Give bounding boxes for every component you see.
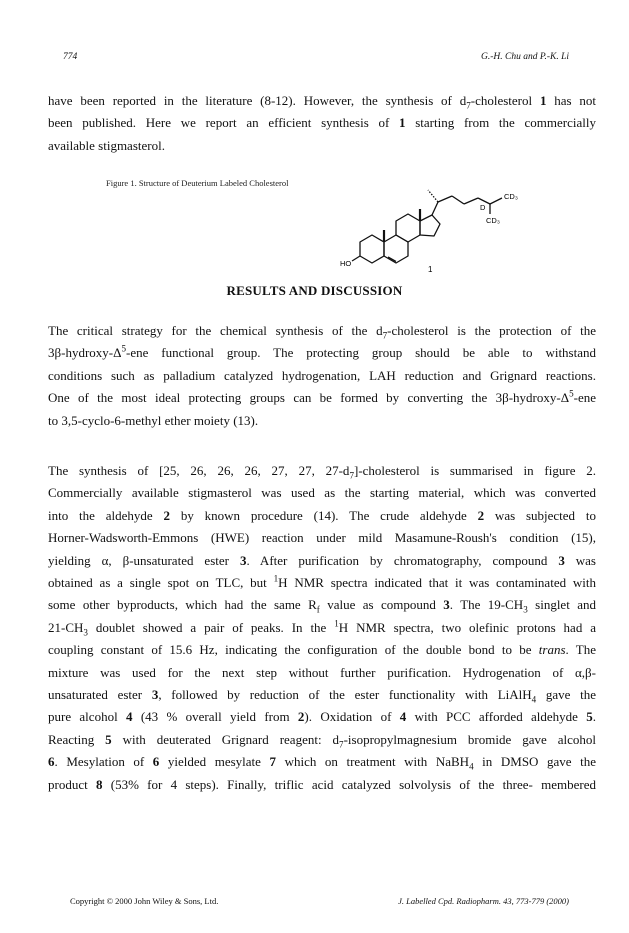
text-line: The synthesis of [25, 26, 26, 26, 27, 27, $27-d_7$]-cholesterol is summarised in figure 2.: [48, 463, 596, 481]
d-label: D: [480, 203, 486, 212]
text-line: into the aldehyde 2 by known procedure (14). The crude aldehyde 2 was subjected to: [48, 507, 596, 523]
text-line: Commercially available stigmasterol was used as the starting material, which was converted: [48, 485, 596, 501]
text-line: Horner-Wadsworth-Emmons (HWE) reaction under mild Masamune-Roush's condition (15),: [48, 530, 596, 546]
text-line: product 8 (53% for 4 steps). Finally, triflic acid catalyzed solvolysis of the three- membered: [48, 776, 596, 792]
journal-citation: J. Labelled Cpd. Radiopharm. 43, 773-779 (2000): [398, 896, 569, 906]
running-head: G.-H. Chu and P.-K. Li: [481, 52, 569, 62]
text-line: mixture was used for the next step without further purification. Hydrogenation of α,β-: [48, 664, 596, 680]
text-line: pure alcohol 4 (43 % overall yield from 2). Oxidation of 4 with PCC afforded aldehyde 5.: [48, 709, 597, 725]
text-line: The critical strategy for the chemical synthesis of the $d_7$-cholesterol is the protection of the: [48, 323, 596, 341]
section-heading: RESULTS AND DISCUSSION: [226, 283, 403, 298]
text-line: One of the most ideal protecting groups can be formed by converting the $3\beta-hydroxy-\Delta^5$-ene: [48, 388, 596, 406]
cd3-label: CD₃: [486, 216, 500, 225]
text-line: have been reported in the literature (8-12). However, the synthesis of $d_7$-cholesterol 1 has not: [48, 93, 596, 111]
page-number: 774: [63, 52, 78, 62]
cd3-label: CD₃: [504, 192, 518, 201]
text-line: $3\beta-hydroxy-\Delta^5$-ene functional group. The protecting group should be able to withstand: [48, 344, 596, 361]
text-line: Reacting 5 with deuterated Grignard reagent: $d_7$-isopropylmagnesium bromide gave alcohol: [48, 731, 596, 750]
text-line: conditions such as palladium catalyzed hydrogenation, LAH reduction and Grignard reactions.: [48, 367, 596, 383]
text-line: 6. Mesylation of 6 yielded mesylate 7 which on treatment with NaBH$_4$ in DMSO gave the: [48, 754, 597, 772]
text-line: $21-CH_3$ doublet showed a pair of peaks. In the $^1$H NMR spectra, two olefinic protons had a: [48, 618, 596, 638]
ho-label: HO: [340, 259, 352, 268]
compound-number: 1: [428, 265, 433, 272]
text-line: to 3,5-cyclo-6-methyl ether moiety (13).: [48, 412, 259, 428]
text-line: unsaturated ester 3, followed by reduction of the ester functionality with LiAlH$_4$ gave the: [48, 687, 596, 705]
text-line: obtained as a single spot on TLC, but $^1$H NMR spectra indicated that it was contaminated with: [48, 573, 596, 591]
text-line: available stigmasterol.: [48, 137, 165, 153]
body-paragraph: [48, 320, 596, 432]
cholesterol-structure: [340, 182, 540, 272]
copyright-notice: Copyright © 2000 John Wiley & Sons, Ltd.: [70, 896, 219, 906]
body-paragraph: [48, 460, 596, 796]
text-line: been published. Here we report an efficient synthesis of 1 starting from the commercially: [48, 115, 596, 131]
figure-caption: Figure 1. Structure of Deuterium Labeled Cholesterol: [106, 178, 289, 188]
intro-paragraph: [48, 90, 596, 157]
text-line: yielding α, β-unsaturated ester 3. After purification by chromatography, compound 3 was: [48, 552, 596, 568]
text-line: coupling constant of 15.6 Hz, indicating the configuration of the double bond to be trans. The: [48, 642, 596, 658]
text-line: some other byproducts, which had the same $R_f$ value as compound 3. The $19-CH_3$ singlet and: [48, 597, 596, 616]
